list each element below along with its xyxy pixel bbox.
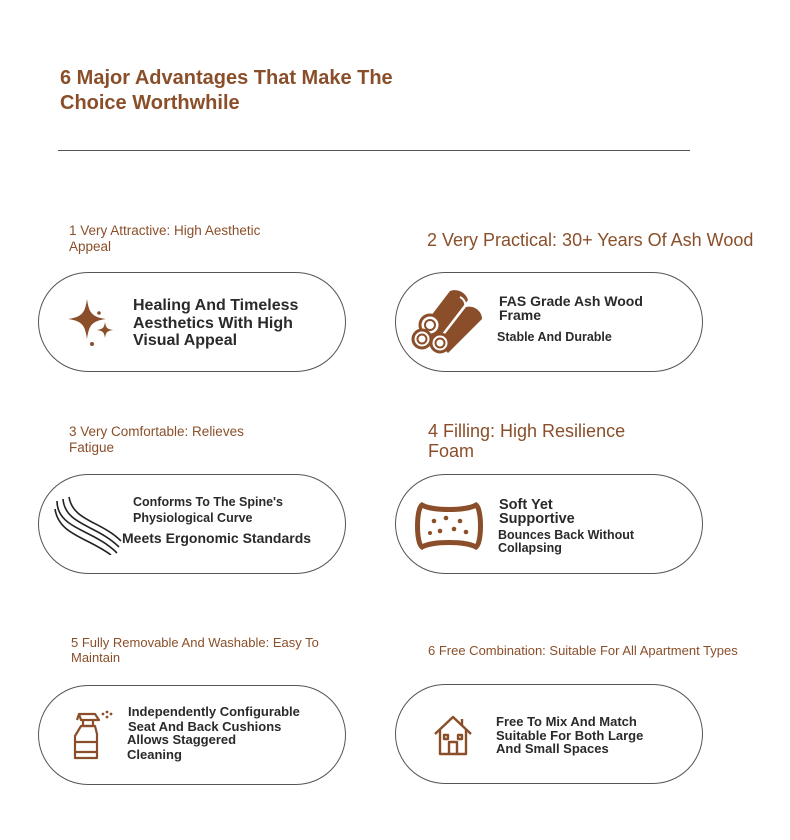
card-2-line-1: FAS Grade Ash Wood: [499, 293, 643, 309]
advantage-card-4: [395, 474, 703, 574]
section-3-heading: [69, 424, 329, 456]
page-title-line-1: 6 Major Advantages That Make The: [60, 67, 393, 89]
card-3-title: [133, 494, 283, 526]
section-3-heading-line-1: 3 Very Comfortable: Relieves: [69, 424, 244, 439]
card-1-text: [133, 297, 298, 350]
card-2-line-3: Stable And Durable: [497, 330, 612, 344]
wood-logs-icon: [408, 287, 488, 357]
sparkle-icon: [59, 295, 119, 351]
advantage-card-1: [38, 272, 346, 372]
advantage-card-2: [395, 272, 703, 372]
foam-pad-icon: [414, 501, 484, 551]
section-5-heading: [71, 635, 371, 665]
advantage-card-3: [38, 474, 346, 574]
card-4-title: [499, 499, 575, 526]
page-title: [60, 66, 480, 116]
section-1-heading-line-1: 1 Very Attractive: High Aesthetic: [69, 223, 261, 238]
card-3-line-2: Physiological Curve: [133, 511, 253, 525]
section-1-heading: [69, 223, 329, 255]
card-5-text: [128, 705, 300, 734]
card-4-line-1: Soft Yet: [499, 497, 553, 513]
card-2-title: [499, 295, 643, 322]
section-4-heading: [428, 421, 688, 461]
card-4-line-3: Bounces Back Without: [498, 528, 635, 542]
card-6-line-1: Free To Mix And Match: [496, 714, 637, 729]
card-3-line-1: Conforms To The Spine's: [133, 495, 283, 509]
section-1-heading-line-2: Appeal: [69, 239, 112, 254]
page-title-line-2: Choice Worthwhile: [60, 92, 240, 114]
title-divider: [58, 150, 690, 151]
card-1-line-2: Aesthetics With High: [133, 314, 293, 332]
section-6-heading: [428, 643, 778, 659]
spray-bottle-icon: [69, 708, 117, 764]
section-5-heading-line-1: 5 Fully Removable And Washable: Easy To: [71, 635, 319, 650]
card-6-text: [496, 715, 643, 756]
curve-lines-icon: [53, 495, 123, 555]
card-6-line-2: Suitable For Both Large: [496, 727, 644, 743]
card-5-line-4: Cleaning: [127, 746, 182, 762]
card-2-line-2: Frame: [499, 306, 542, 323]
advantage-card-6: [395, 684, 703, 784]
section-5-heading-line-2: Maintain: [71, 650, 121, 665]
section-2-heading-line-1: 2 Very Practical: 30+ Years Of Ash Wood: [427, 230, 754, 250]
section-2-heading: [427, 230, 777, 250]
card-5-line-3: Allows Staggered: [127, 732, 237, 747]
advantage-card-5: [38, 685, 346, 785]
card-6-line-3: And Small Spaces: [496, 741, 609, 756]
card-2-subtitle: [497, 331, 612, 344]
house-icon: [432, 713, 476, 757]
section-4-heading-line-1: 4 Filling: High Resilience: [428, 421, 626, 441]
section-3-heading-line-2: Fatigue: [69, 440, 115, 455]
card-3-subtitle: [122, 530, 311, 546]
card-1-line-1: Healing And Timeless: [133, 297, 299, 314]
card-4-line-2: Supportive: [499, 510, 575, 527]
card-5-line-1: Independently Configurable: [128, 704, 300, 719]
card-4-subtitle: [498, 529, 634, 554]
card-3-line-3: Meets Ergonomic Standards: [122, 530, 312, 546]
section-6-heading-line-1: 6 Free Combination: Suitable For All Apartment Types: [428, 643, 738, 658]
section-4-heading-line-2: Foam: [428, 441, 475, 461]
card-5-line-2: Seat And Back Cushions: [128, 718, 282, 734]
card-5-text-b: [127, 733, 236, 762]
card-4-line-4: Collapsing: [498, 540, 562, 555]
card-1-line-3: Visual Appeal: [133, 332, 238, 349]
